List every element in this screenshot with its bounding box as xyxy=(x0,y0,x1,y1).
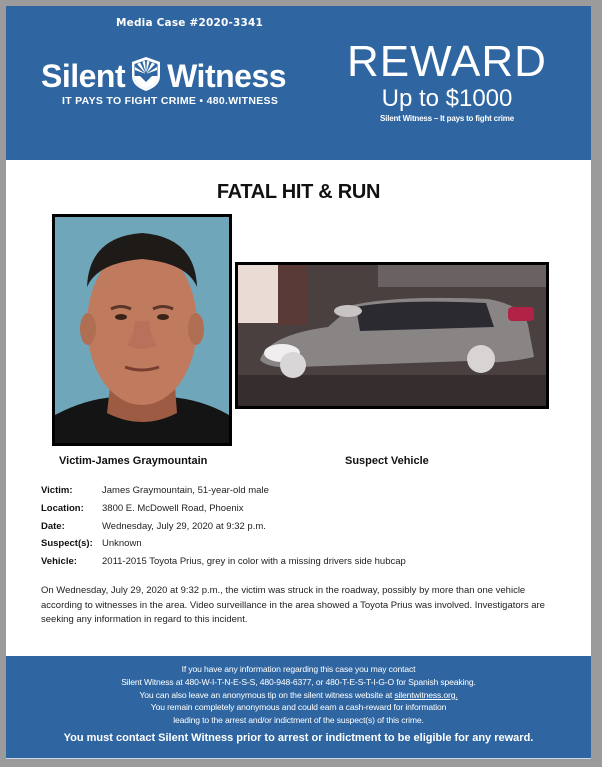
detail-row-date xyxy=(41,517,406,535)
detail-row-victim xyxy=(41,482,406,500)
header-banner xyxy=(6,6,591,160)
footer-line-4: You remain completely anonymous and could earn a cash-reward for information xyxy=(150,702,447,713)
logo-tagline: IT PAYS TO FIGHT CRIME • 480.WITNESS xyxy=(62,95,279,107)
detail-value: James Graymountain, 51-year-old male xyxy=(102,485,269,497)
logo-text-right: Witness xyxy=(167,58,287,94)
incident-narrative: On Wednesday, July 29, 2020 at 9:32 p.m., the victim was struck in the roadway, possibly by more than one vehicle according to witnesses in the area. Video surveillance in the area showed a Toyota Prius was involved. Investigators are seeking any information in regard to this incident. xyxy=(41,585,545,625)
detail-label: Vehicle: xyxy=(41,556,77,568)
detail-row-location xyxy=(41,500,406,518)
contact-footer xyxy=(6,656,591,759)
logo-text-left: Silent xyxy=(41,58,126,94)
victim-portrait-image xyxy=(55,217,229,443)
detail-value: Wednesday, July 29, 2020 at 9:32 p.m. xyxy=(102,520,266,532)
detail-value: 3800 E. McDowell Road, Phoenix xyxy=(102,503,244,515)
vehicle-surveillance-image xyxy=(238,265,546,406)
reward-amount: Up to $1000 xyxy=(381,85,513,112)
media-case-number: Media Case #2020-3341 xyxy=(116,17,264,29)
reward-heading: REWARD xyxy=(347,37,547,86)
victim-photo-caption: Victim-James Graymountain xyxy=(59,455,208,467)
victim-photo xyxy=(52,214,232,446)
detail-label: Location: xyxy=(41,503,84,515)
vehicle-photo-caption: Suspect Vehicle xyxy=(345,455,429,467)
page-title: FATAL HIT & RUN xyxy=(216,181,381,203)
detail-label: Suspect(s): xyxy=(41,538,93,550)
detail-value: Unknown xyxy=(102,538,142,550)
footer-line-5: leading to the arrest and/or indictment of the suspect(s) of this crime. xyxy=(173,715,424,726)
reward-tagline: Silent Witness – It pays to fight crime xyxy=(380,114,514,123)
footer-line-3 xyxy=(6,689,591,702)
website-link[interactable]: silentwitness.org. xyxy=(394,689,458,700)
shield-sunburst-icon xyxy=(130,56,162,92)
footer-line-1: If you have any information regarding this case you may contact xyxy=(181,664,416,674)
suspect-vehicle-photo xyxy=(235,262,549,409)
detail-label: Date: xyxy=(41,520,65,532)
flyer-page xyxy=(6,6,591,758)
silent-witness-logo xyxy=(41,56,286,96)
detail-row-suspects xyxy=(41,535,406,553)
footer-line-3-text: You can also leave an anonymous tip on the silent witness website at xyxy=(139,689,395,700)
footer-line-2: Silent Witness at 480-W-I-T-N-E-S-S, 480-948-6377, or 480-T-E-S-T-I-G-O for Spanish speaking. xyxy=(121,676,476,687)
detail-row-vehicle xyxy=(41,553,406,571)
detail-value: 2011-2015 Toyota Prius, grey in color with a missing drivers side hubcap xyxy=(102,556,406,568)
detail-label: Victim: xyxy=(41,485,73,497)
case-details xyxy=(41,482,406,570)
reward-eligibility-notice: You must contact Silent Witness prior to arrest or indictment to be eligible for any reward. xyxy=(63,731,534,744)
